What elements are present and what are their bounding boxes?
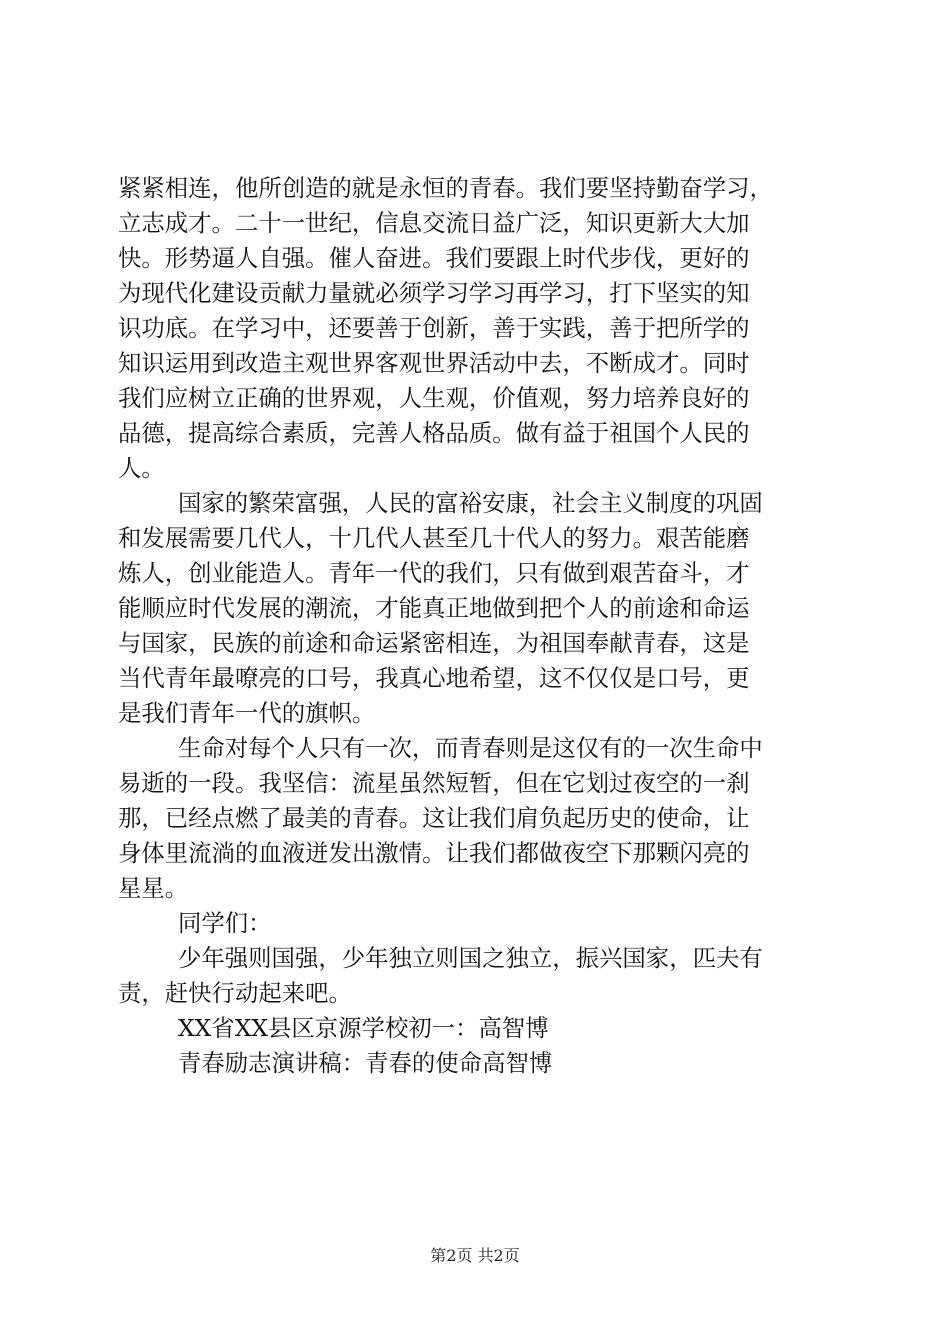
text-line: 是我们青年一代的旗帜。 <box>118 699 376 727</box>
text-line: 立志成才。二十一世纪，信息交流日益广泛，知识更新大大加 <box>118 209 750 237</box>
text-line: 识功底。在学习中，还要善于创新，善于实践，善于把所学的 <box>118 314 750 342</box>
page-number-footer: 第2页 共2页 <box>430 1246 520 1265</box>
salutation: 同学们： <box>178 909 272 937</box>
text-line: 责，赶快行动起来吧。 <box>118 979 352 1007</box>
text-line: 能顺应时代发展的潮流，才能真正地做到把个人的前途和命运 <box>118 594 750 622</box>
paragraph-first-line: 少年强则国强，少年独立则国之独立，振兴国家，匹夫有 <box>178 944 763 972</box>
text-line: 炼人，创业能造人。青年一代的我们，只有做到艰苦奋斗，才 <box>118 559 750 587</box>
text-line: 品德，提高综合素质，完善人格品质。做有益于祖国个人民的 <box>118 419 750 447</box>
text-line: 知识运用到改造主观世界客观世界活动中去，不断成才。同时 <box>118 349 750 377</box>
text-line: 为现代化建设贡献力量就必须学习学习再学习，打下坚实的知 <box>118 279 750 307</box>
text-line: 易逝的一段。我坚信：流星虽然短暂，但在它划过夜空的一刹 <box>118 769 750 797</box>
paragraph-first-line: 生命对每个人只有一次，而青春则是这仅有的一次生命中 <box>178 734 763 762</box>
text-line: 快。形势逼人自强。催人奋进。我们要跟上时代步伐，更好的 <box>118 244 750 272</box>
paragraph-first-line: 国家的繁荣富强，人民的富裕安康，社会主义制度的巩固 <box>178 489 763 517</box>
text-line: 身体里流淌的血液迸发出激情。让我们都做夜空下那颗闪亮的 <box>118 839 750 867</box>
text-line: 和发展需要几代人，十几代人甚至几十代人的努力。艰苦能磨 <box>118 524 750 552</box>
document-title-line: 青春励志演讲稿：青春的使命高智博 <box>178 1049 553 1077</box>
text-line: 那，已经点燃了最美的青春。这让我们肩负起历史的使命，让 <box>118 804 750 832</box>
text-line: 当代青年最嘹亮的口号，我真心地希望，这不仅仅是口号，更 <box>118 664 750 692</box>
text-line: 我们应树立正确的世界观，人生观，价值观，努力培养良好的 <box>118 384 750 412</box>
text-line: 紧紧相连，他所创造的就是永恒的青春。我们要坚持勤奋学习， <box>118 174 773 202</box>
text-line: 星星。 <box>118 874 189 902</box>
text-line: 人。 <box>118 454 165 482</box>
signature-line: XX省XX县区京源学校初一：高智博 <box>178 1014 549 1042</box>
text-line: 与国家，民族的前途和命运紧密相连，为祖国奉献青春，这是 <box>118 629 750 657</box>
